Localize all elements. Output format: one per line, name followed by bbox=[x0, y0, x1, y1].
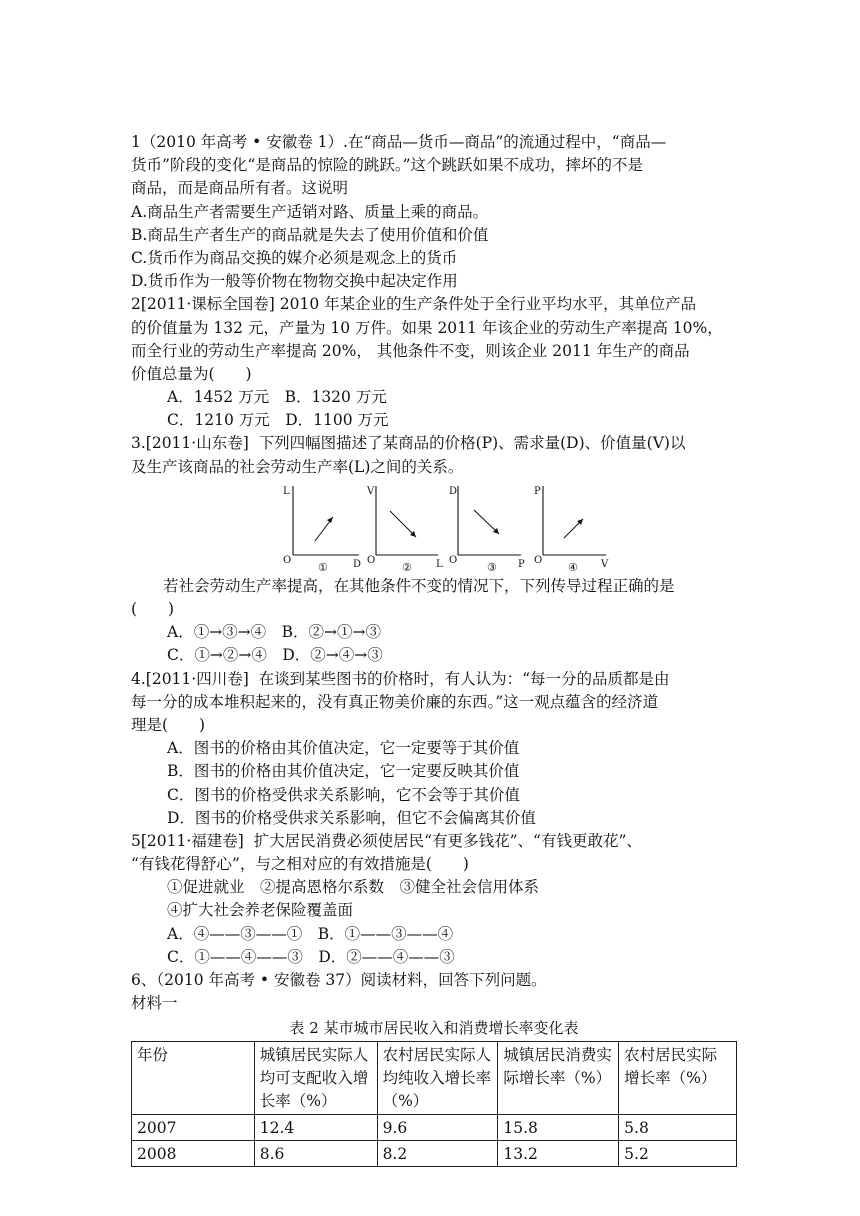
q2-line-4: 价值总量为( ) bbox=[131, 364, 252, 383]
graph-1-y-label: L bbox=[283, 485, 290, 497]
q3-line-1: 3.[2011·山东卷] 下列四幅图描述了某商品的价格(P)、需求量(D)、价值量(V)以 bbox=[131, 434, 686, 453]
q4-option-c: C．图书的价格受供求关系影响，它不会等于其价值 bbox=[167, 785, 520, 804]
q4-line-1: 4.[2011·四川卷] 在谈到某些图书的价格时，有人认为：“每一分的品质都是由 bbox=[131, 669, 670, 688]
q5-line-2: “有钱花得舒心”，与之相对应的有效措施是( ) bbox=[131, 855, 469, 874]
table-cell: 15.8 bbox=[498, 1114, 619, 1140]
graph-2 bbox=[366, 486, 443, 571]
q4-line-2: 每一分的成本堆积起来的，没有真正物美价廉的东西。”这一观点蕴含的经济道 bbox=[131, 692, 659, 711]
table-header-cell: 城镇居民实际人均可支配收入增长率（%） bbox=[254, 1041, 377, 1114]
q4-option-a: A．图书的价格由其价值决定，它一定要等于其价值 bbox=[167, 739, 520, 758]
table-cell: 8.2 bbox=[377, 1140, 498, 1166]
q2-options-cd: C．1210 万元 D．1100 万元 bbox=[167, 411, 389, 430]
table-cell: 9.6 bbox=[377, 1114, 498, 1140]
table-cell: 8.6 bbox=[254, 1140, 377, 1166]
q5-options-cd: C．①——④——③ D．②——④——③ bbox=[167, 947, 455, 966]
table-row bbox=[132, 1140, 737, 1166]
q6-material-label: 材料一 bbox=[131, 994, 178, 1013]
graph-1-origin: O bbox=[283, 554, 292, 566]
q6-line: 6、（2010 年高考 • 安徽卷 37）阅读材料，回答下列问题。 bbox=[131, 971, 547, 989]
question-3 bbox=[131, 432, 737, 667]
graph-1-number: ① bbox=[318, 560, 328, 571]
graph-2-origin: O bbox=[367, 554, 376, 566]
graph-1-x-label: D bbox=[353, 558, 362, 570]
q2-line-3: 而全行业的劳动生产率提高 20%， 其他条件不变，则该企业 2011 年生产的商品 bbox=[131, 341, 690, 360]
q1-line-3: 商品，而是商品所有者。这说明 bbox=[131, 179, 349, 198]
q3-graphs-figure bbox=[131, 481, 737, 571]
q1-option-b: B.商品生产者生产的商品就是失去了使用价值和价值 bbox=[131, 225, 489, 244]
q4-line-3: 理是( ) bbox=[131, 715, 206, 734]
income-consumption-table bbox=[131, 1041, 737, 1167]
table-caption: 表 2 某市城市居民收入和消费增长率变化表 bbox=[289, 1019, 579, 1038]
q3-options-cd: C．①→②→④ D．②→④→③ bbox=[167, 646, 383, 665]
table-header-cell: 农村居民实际人均纯收入增长率（%） bbox=[377, 1041, 498, 1114]
table-row bbox=[132, 1114, 737, 1140]
graph-3-origin: O bbox=[449, 554, 458, 566]
document-page bbox=[131, 131, 737, 1167]
question-5 bbox=[131, 830, 737, 969]
q1-option-a: A.商品生产者需要生产适销对路、质量上乘的商品。 bbox=[131, 202, 489, 221]
q3-line-2: 及生产该商品的社会劳动生产率(L)之间的关系。 bbox=[131, 457, 464, 476]
graph-2-y-label: V bbox=[367, 485, 375, 497]
graph-3-y-label: D bbox=[449, 485, 458, 497]
q4-option-d: D．图书的价格受供求关系影响，但它不会偏离其价值 bbox=[167, 808, 536, 827]
q4-option-b: B．图书的价格由其价值决定，它一定要反映其价值 bbox=[167, 762, 520, 781]
graph-4-number: ④ bbox=[568, 560, 578, 571]
q5-items-2: ④扩大社会养老保险覆盖面 bbox=[167, 901, 354, 920]
q3-question-line-1: 若社会劳动生产率提高，在其他条件不变的情况下，下列传导过程正确的是 bbox=[163, 576, 675, 595]
graph-4 bbox=[534, 486, 609, 571]
q3-graphs-svg bbox=[281, 481, 621, 571]
table-header-cell: 城镇居民消费实际增长率（%） bbox=[498, 1041, 619, 1114]
table-cell: 5.8 bbox=[619, 1114, 737, 1140]
table-header-row bbox=[132, 1041, 737, 1114]
graph-3-x-label: P bbox=[518, 558, 525, 570]
table-cell: 13.2 bbox=[498, 1140, 619, 1166]
question-6 bbox=[131, 969, 737, 1167]
graph-4-x-label: V bbox=[601, 558, 609, 570]
graph-3 bbox=[449, 486, 525, 571]
q1-option-d: D.货币作为一般等价物在物物交换中起决定作用 bbox=[131, 272, 458, 291]
graph-2-x-label: L bbox=[436, 558, 443, 570]
q1-option-c: C.货币作为商品交换的媒介必须是观念上的货币 bbox=[131, 248, 458, 267]
q2-line-2: 的价值量为 132 元，产量为 10 万件。如果 2011 年该企业的劳动生产率提高 10%， bbox=[131, 318, 723, 337]
q2-options-ab: A．1452 万元 B．1320 万元 bbox=[167, 388, 387, 407]
q5-options-ab: A．④——③——① B．①——③——④ bbox=[167, 924, 454, 943]
question-4 bbox=[131, 668, 737, 830]
table-header-cell: 年份 bbox=[132, 1041, 255, 1114]
q1-line-2: 货币”阶段的变化“是商品的惊险的跳跃。”这个跳跃如果不成功，摔坏的不是 bbox=[131, 156, 644, 175]
table-cell: 2008 bbox=[132, 1140, 255, 1166]
q3-options-ab: A．①→③→④ B．②→①→③ bbox=[167, 623, 382, 642]
table-header-cell: 农村居民实际增长率（%） bbox=[619, 1041, 737, 1114]
q1-line-1: 1（2010 年高考 • 安徽卷 1）.在“商品—货币—商品”的流通过程中，“商品— bbox=[131, 133, 667, 151]
q3-question-line-2: ( ) bbox=[131, 600, 175, 618]
graph-4-origin: O bbox=[534, 554, 543, 566]
graph-2-number: ② bbox=[402, 560, 412, 571]
graph-1 bbox=[283, 486, 361, 571]
question-1 bbox=[131, 131, 737, 293]
table-cell: 12.4 bbox=[254, 1114, 377, 1140]
q5-items-1: ①促进就业 ②提高恩格尔系数 ③健全社会信用体系 bbox=[167, 878, 540, 897]
table-cell: 2007 bbox=[132, 1114, 255, 1140]
graph-4-y-label: P bbox=[534, 485, 541, 497]
graph-3-number: ③ bbox=[487, 560, 497, 571]
q5-line-1: 5[2011·福建卷] 扩大居民消费必须使居民“有更多钱花”、“有钱更敢花”、 bbox=[131, 831, 642, 850]
question-2 bbox=[131, 293, 737, 432]
q2-line-1: 2[2011·课标全国卷] 2010 年某企业的生产条件处于全行业平均水平，其单位产品 bbox=[131, 295, 697, 314]
table-cell: 5.2 bbox=[619, 1140, 737, 1166]
